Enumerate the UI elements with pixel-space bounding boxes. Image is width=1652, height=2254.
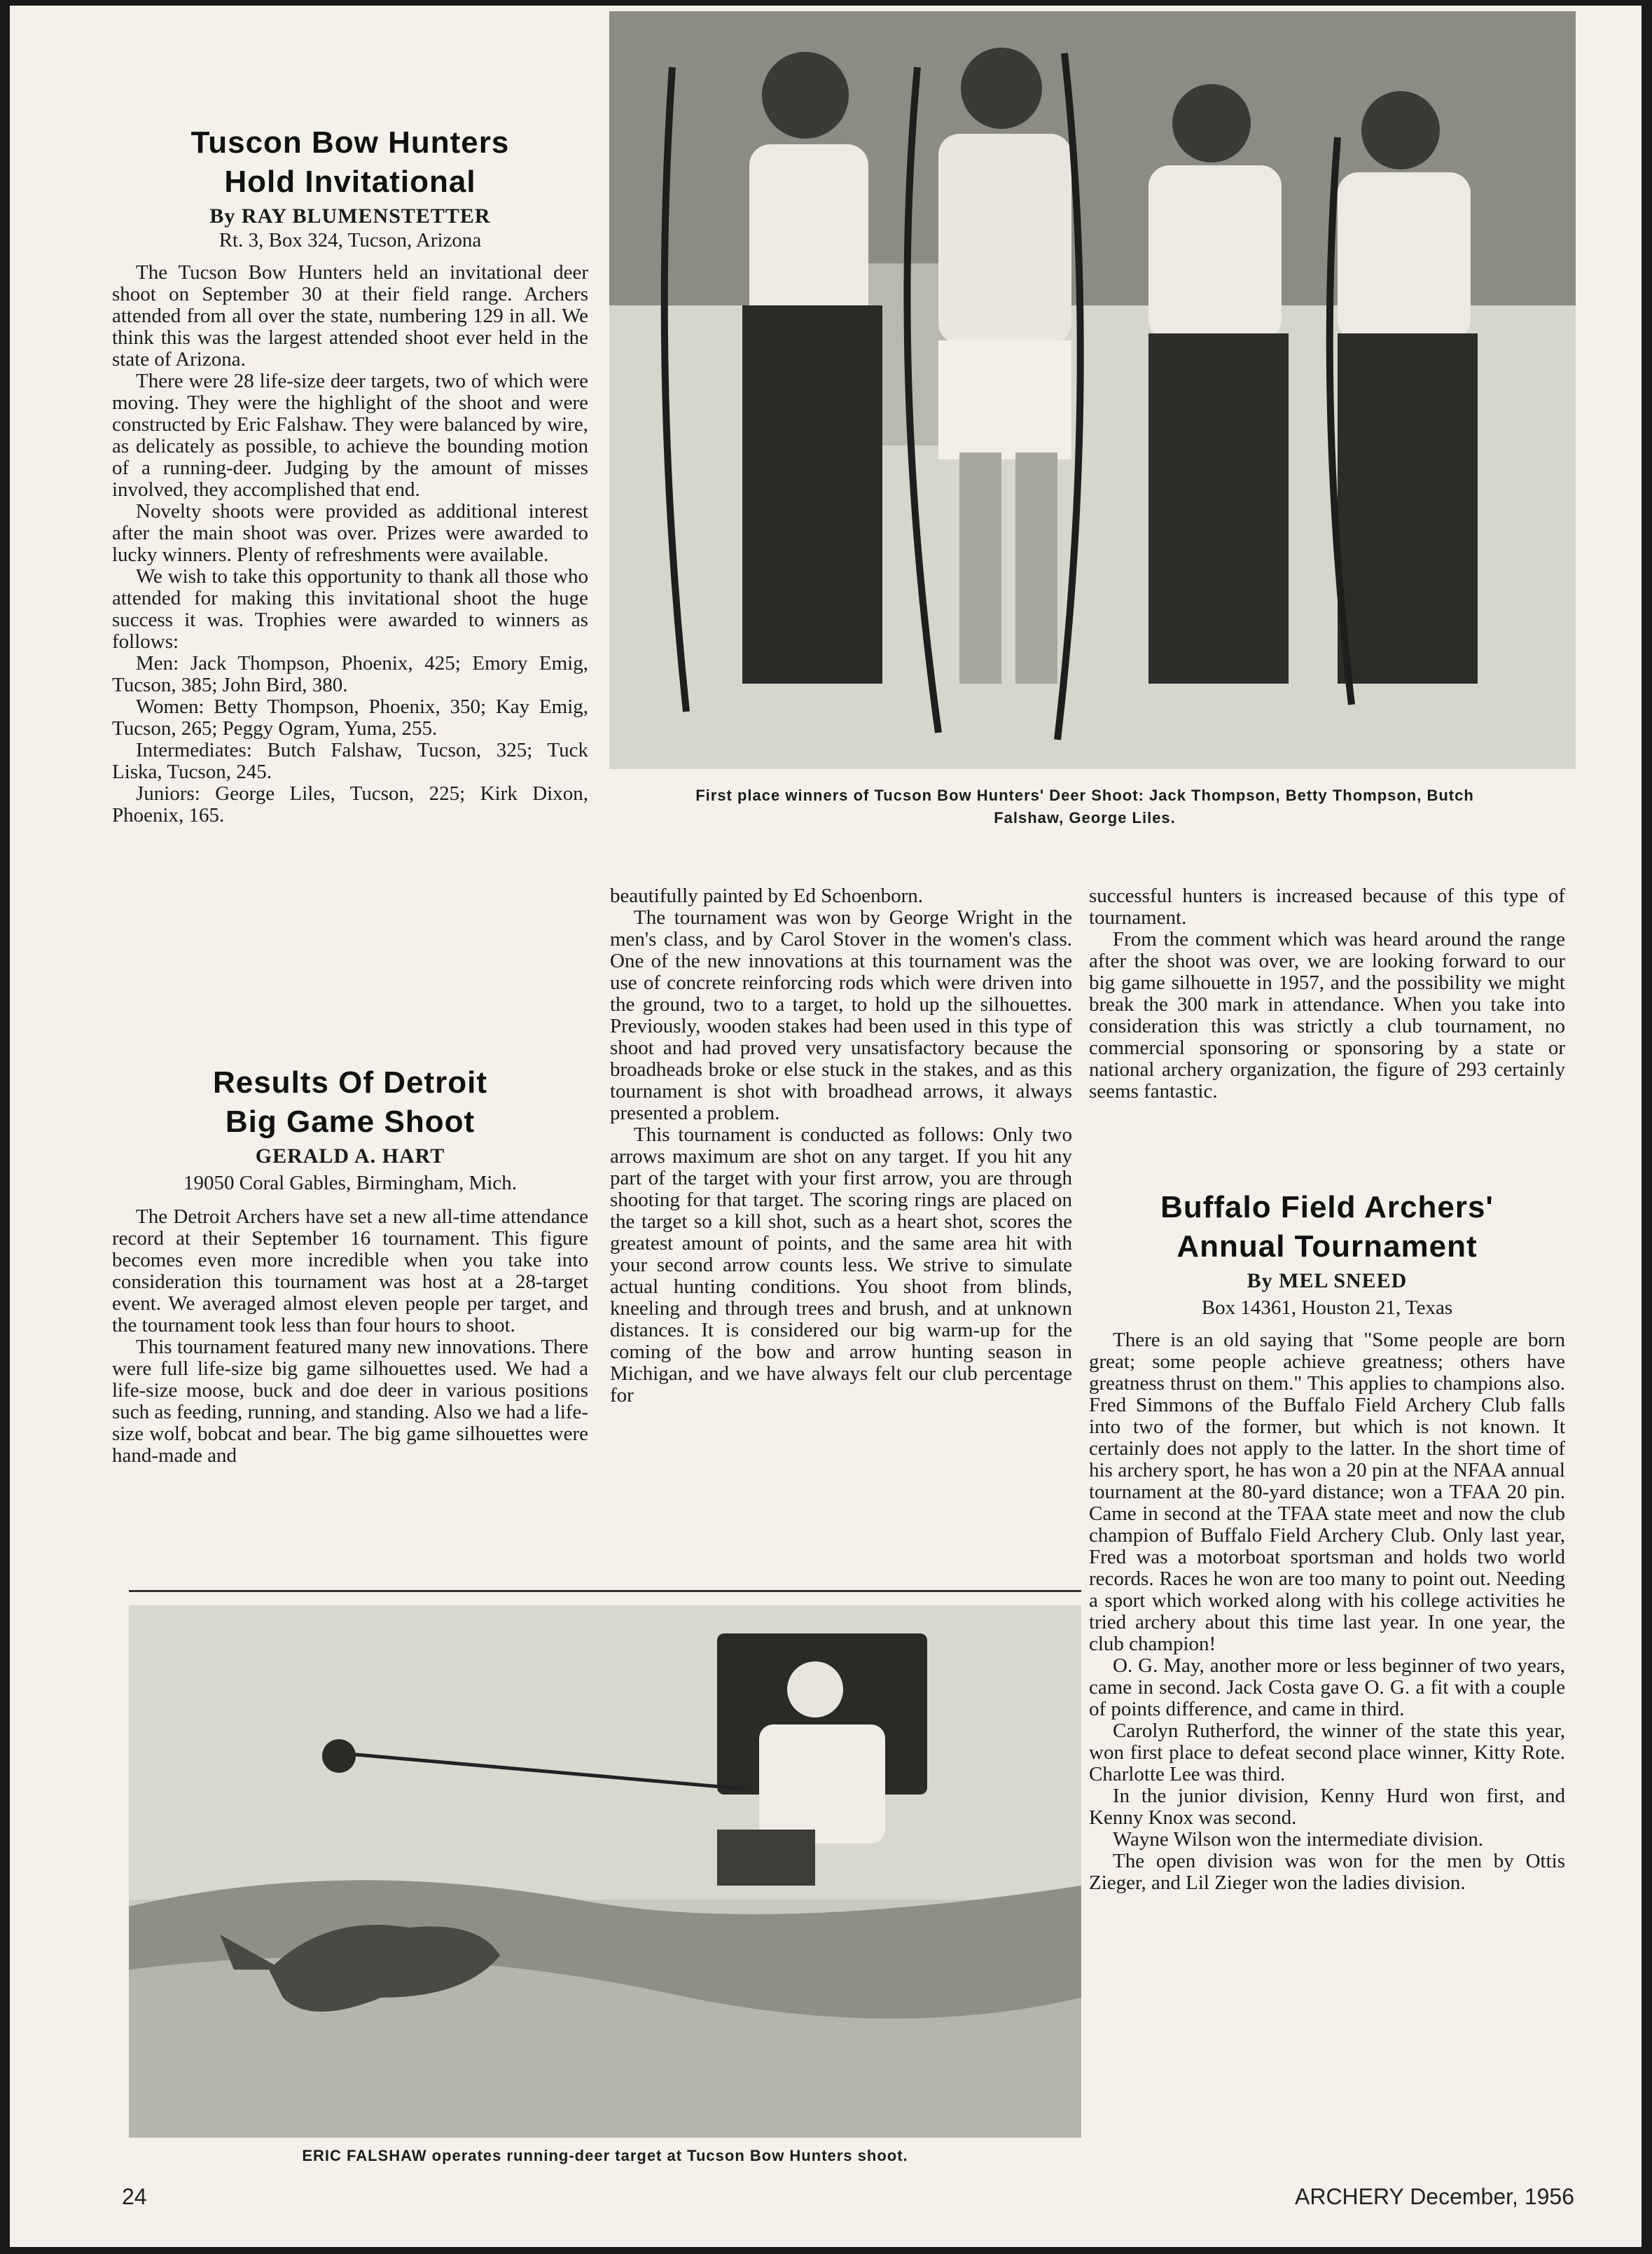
article-detroit-col2 — [610, 885, 1072, 1406]
article-detroit-col3 — [1089, 885, 1565, 1102]
byline: GERALD A. HART — [255, 1145, 445, 1168]
address: Rt. 3, Box 324, Tucson, Arizona — [218, 229, 482, 251]
paragraph: Wayne Wilson won the intermediate division. — [1113, 1828, 1484, 1851]
paragraph: From the comment which was heard around the range after the shoot was over, we are looking forward to our big game silhouette in 1957, and the possibility we might break the 300 mark in attendance. When you take into consideration this was strictly a club tournament, no commercial sponsoring or sponsoring by a state or national archery organization, the figure of 293 certainly seems fantastic. — [1089, 928, 1565, 1102]
paragraph: Juniors: George Liles, Tucson, 225; Kirk Dixon, Phoenix, 165. — [112, 782, 588, 827]
paragraph: In the junior division, Kenny Hurd won first, and Kenny Knox was second. — [1089, 1785, 1565, 1829]
paragraph: O. G. May, another more or less beginner of two years, came in second. Jack Costa gave O. G. a fit with a couple of points difference, and came in third. — [1089, 1654, 1565, 1720]
headline-line-2: Hold Invitational — [224, 165, 476, 199]
paragraph: We wish to take this opportunity to thank all those who attended for making this invitational shoot the huge success it was. Trophies were awarded to winners as follows: — [112, 565, 588, 653]
paragraph: This tournament is conducted as follows: Only two arrows maximum are shot on any target. If you hit any part of the target with your first arrow, you are through shooting for that target. The scoring rings are placed on the target so a kill shot, such as a heart shot, scores the greatest amount of points, and the same area hit with your second arrow counts less. We strive to simulate actual hunting conditions. You shoot from blinds, kneeling and through trees and brush, and at unknown distances. It is considered our big warm-up for the coming of the bow and arrow hunting season in Michigan, and we have always felt our club percentage for — [610, 1123, 1072, 1406]
address: 19050 Coral Gables, Birmingham, Mich. — [183, 1172, 518, 1194]
page-number: 24 — [122, 2184, 147, 2209]
paragraph: beautifully painted by Ed Schoenborn. — [610, 885, 923, 907]
photo1-caption: First place winners of Tucson Bow Hunters' Deer Shoot: Jack Thompson, Betty Thompson, Butch Falshaw, George Liles. — [695, 787, 1474, 827]
winners-photo — [609, 11, 1576, 769]
photo2-caption: ERIC FALSHAW operates running-deer target at Tucson Bow Hunters shoot. — [302, 2147, 908, 2164]
headline-line-2: Annual Tournament — [1176, 1229, 1478, 1264]
running-deer-photo — [129, 1605, 1081, 2138]
headline-line-1: Tuscon Bow Hunters — [190, 125, 510, 160]
paragraph: Women: Betty Thompson, Phoenix, 350; Kay Emig, Tucson, 265; Peggy Ogram, Yuma, 255. — [112, 696, 588, 740]
paragraph: There is an old saying that "Some people are born great; some people achieve greatness; others have greatness thrust on them." This applies to champions also. Fred Simmons of the Buffalo Field Archery Club falls into two of the former, but which is not known. It certainly does not apply to the latter. In the short time of his archery sport, he has won a 20 pin at the NFAA annual tournament at the 80-yard distance; won a TFAA 20 pin. Came in second at the TFAA state meet and now the club champion of Buffalo Field Archery Club. Only last year, Fred was a motorboat sportsman and holds two world records. Races he won are too many to point out. Needing a sport which worked along with his college activities he tried archery about this time last year. In one year, the club champion! — [1089, 1329, 1565, 1655]
address: Box 14361, Houston 21, Texas — [1201, 1297, 1453, 1319]
divider-rule — [129, 1590, 1081, 1592]
headline-line-2: Big Game Shoot — [225, 1105, 476, 1139]
archers-illustration — [609, 11, 1576, 769]
article-tucson — [112, 123, 588, 827]
paragraph: Men: Jack Thompson, Phoenix, 425; Emory Emig, Tucson, 385; John Bird, 380. — [112, 652, 588, 696]
headline-line-1: Buffalo Field Archers' — [1160, 1190, 1494, 1224]
paragraph: The tournament was won by George Wright in the men's class, and by Carol Stover in the women's class. One of the new innovations at this tournament was the use of concrete reinforcing rods which were driven into the ground, two to a target, to hold up the silhouettes. Previously, wooden stakes had been used in this type of shoot and had proved very unsatisfactory because the broadheads broke or else stuck in the stakes, and as this tournament is shot with broadhead arrows, it always presented a problem. — [610, 906, 1072, 1124]
paragraph: There were 28 life-size deer targets, two of which were moving. They were the highlight of the shoot and were constructed by Eric Falshaw. They were balanced by wire, as delicately as possible, to achieve the bounding motion of a running-deer. Judging by the amount of misses involved, they accomplished that end. — [112, 370, 588, 501]
paragraph: successful hunters is increased because of this type of tournament. — [1089, 885, 1565, 929]
article-buffalo — [1089, 1188, 1565, 1894]
paragraph: This tournament featured many new innovations. There were full life-size big game silhouettes used. We had a life-size moose, buck and doe deer in various positions such as feeding, running, and standing. Also we had a life-size wolf, bobcat and bear. The big game silhouettes were hand-made and — [112, 1336, 588, 1467]
article-detroit — [112, 1063, 588, 1467]
paragraph: The Detroit Archers have set a new all-time attendance record at their September 16 tournament. This figure becomes even more incredible when you take into consideration this tournament was host at a 28-target event. We averaged almost eleven people per target, and the tournament took less than four hours to shoot. — [112, 1205, 588, 1336]
paragraph: Novelty shoots were provided as additional interest after the main shoot was over. Prizes were awarded to lucky winners. Plenty of refreshments were available. — [112, 500, 588, 566]
magazine-issue: ARCHERY December, 1956 — [1294, 2184, 1574, 2209]
paragraph: Carolyn Rutherford, the winner of the state this year, won first place to defeat second place winner, Kitty Rote. Charlotte Lee was third. — [1089, 1720, 1565, 1785]
byline: By RAY BLUMENSTETTER — [209, 205, 491, 228]
headline-line-1: Results Of Detroit — [212, 1065, 488, 1100]
paragraph: Intermediates: Butch Falshaw, Tucson, 325; Tuck Liska, Tucson, 245. — [112, 739, 588, 783]
magazine-page — [10, 6, 1641, 2247]
running-deer-illustration — [129, 1605, 1081, 2138]
paragraph: The Tucson Bow Hunters held an invitational deer shoot on September 30 at their field range. Archers attended from all over the state, numbering 129 in all. We think this was the largest attended shoot ever held in the state of Arizona. — [112, 261, 588, 371]
byline: By MEL SNEED — [1247, 1269, 1408, 1292]
paragraph: The open division was won for the men by Ottis Zieger, and Lil Zieger won the ladies division. — [1089, 1850, 1565, 1894]
